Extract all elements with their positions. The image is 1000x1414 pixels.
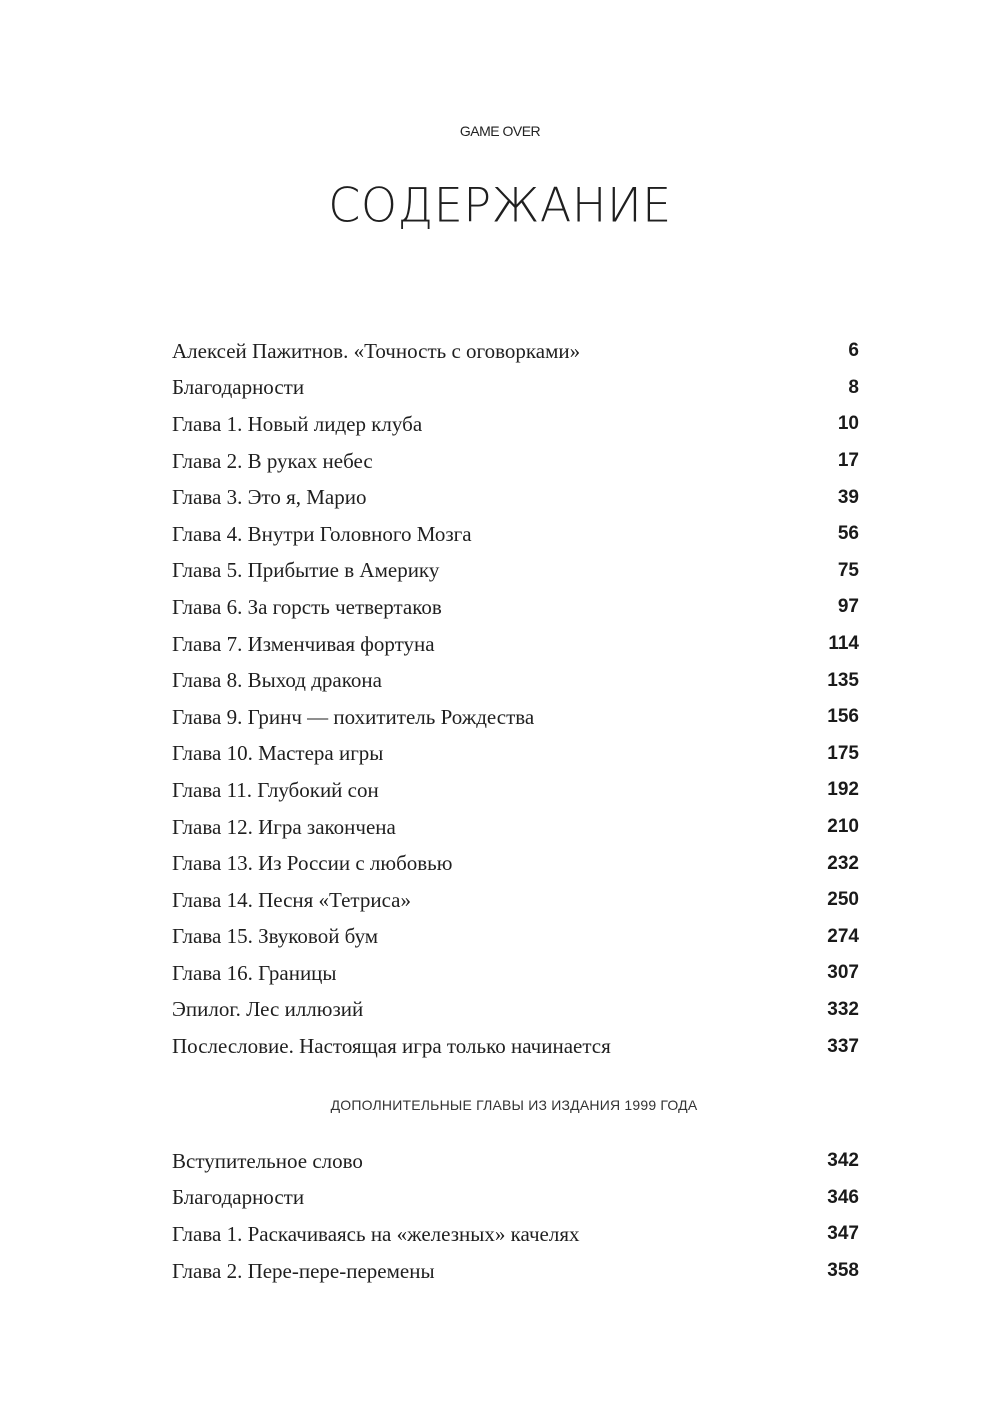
toc-entry[interactable] [172, 443, 859, 480]
extra-section-heading: ДОПОЛНИТЕЛЬНЫЕ ГЛАВЫ ИЗ ИЗДАНИЯ 1999 ГОДА [330, 1097, 698, 1113]
toc-entry-page: 346 [827, 1186, 859, 1208]
toc-entry-title: Вступительное слово [172, 1148, 363, 1173]
toc-entry-page: 307 [827, 962, 859, 984]
toc-entry-page: 332 [827, 998, 859, 1020]
toc-entry-title: Благодарности [172, 375, 305, 400]
toc-entry[interactable] [172, 662, 859, 699]
toc-entry-page: 114 [828, 633, 859, 655]
toc-entry-page: 250 [827, 889, 859, 911]
toc-entry[interactable] [172, 955, 859, 992]
toc-entry-page: 337 [827, 1035, 859, 1057]
toc-entry-page: 6 [848, 340, 859, 362]
toc-entry-page: 97 [837, 596, 859, 618]
table-of-contents [172, 333, 859, 1065]
toc-entry[interactable] [172, 809, 859, 846]
toc-entry[interactable] [172, 1180, 859, 1217]
toc-entry[interactable] [172, 589, 859, 626]
toc-entry-title: Глава 7. Изменчивая фортуна [172, 631, 435, 656]
toc-entry[interactable] [172, 333, 859, 370]
toc-entry-title: Глава 14. Песня «Тетриса» [172, 887, 411, 912]
toc-entry[interactable] [172, 626, 859, 663]
toc-entry-page: 274 [827, 925, 859, 947]
toc-entry-page: 192 [827, 779, 859, 801]
toc-entry-title: Глава 2. В руках небес [172, 448, 373, 473]
toc-entry-page: 10 [837, 413, 859, 435]
toc-entry-title: Глава 2. Пере-пере-перемены [172, 1258, 435, 1283]
toc-entry-page: 39 [837, 486, 859, 508]
toc-entry-title: Благодарности [172, 1185, 305, 1210]
toc-entry[interactable] [172, 479, 859, 516]
toc-entry-page: 56 [837, 523, 859, 545]
toc-entry-page: 17 [837, 450, 859, 472]
toc-entry[interactable] [172, 1143, 859, 1180]
toc-entry-page: 135 [827, 669, 859, 691]
toc-entry-title: Глава 9. Гринч — похититель Рождества [172, 704, 535, 729]
toc-entry-page: 347 [827, 1223, 859, 1245]
toc-entry-page: 358 [827, 1260, 859, 1282]
toc-entry-page: 175 [827, 742, 859, 764]
toc-entry-title: Послесловие. Настоящая игра только начинается [172, 1034, 611, 1059]
toc-entry[interactable] [172, 553, 859, 590]
toc-entry-title: Глава 1. Раскачиваясь на «железных» качелях [172, 1221, 580, 1246]
toc-entry[interactable] [172, 992, 859, 1029]
toc-entry[interactable] [172, 882, 859, 919]
toc-entry-title: Глава 5. Прибытие в Америку [172, 558, 440, 583]
toc-entry[interactable] [172, 772, 859, 809]
toc-entry[interactable] [172, 699, 859, 736]
toc-entry-title: Эпилог. Лес иллюзий [172, 997, 364, 1022]
toc-entry-title: Глава 15. Звуковой бум [172, 924, 379, 949]
toc-entry-title: Глава 11. Глубокий сон [172, 777, 379, 802]
toc-entry[interactable] [172, 1253, 859, 1290]
toc-entry-page: 156 [827, 706, 859, 728]
toc-entry[interactable] [172, 1028, 859, 1065]
toc-entry-page: 232 [827, 852, 859, 874]
page-title: СОДЕРЖАНИЕ [328, 177, 672, 233]
extra-table-of-contents [172, 1143, 859, 1289]
toc-entry[interactable] [172, 1216, 859, 1253]
toc-entry-page: 75 [837, 559, 859, 581]
toc-entry-title: Глава 13. Из России с любовью [172, 851, 453, 876]
running-head: GAME OVER [459, 123, 541, 139]
toc-entry-page: 342 [827, 1150, 859, 1172]
toc-entry-title: Глава 12. Игра закончена [172, 814, 396, 839]
toc-entry[interactable] [172, 516, 859, 553]
toc-entry-page: 8 [848, 376, 859, 398]
toc-entry-title: Глава 6. За горсть четвертаков [172, 594, 442, 619]
toc-entry-title: Глава 1. Новый лидер клуба [172, 411, 423, 436]
toc-entry-title: Глава 10. Мастера игры [172, 741, 384, 766]
toc-entry-title: Глава 4. Внутри Головного Мозга [172, 521, 472, 546]
toc-entry[interactable] [172, 845, 859, 882]
toc-entry-title: Алексей Пажитнов. «Точность с оговорками» [172, 338, 581, 363]
toc-entry-page: 210 [827, 816, 859, 838]
toc-entry[interactable] [172, 370, 859, 407]
toc-entry[interactable] [172, 736, 859, 773]
toc-entry-title: Глава 3. Это я, Марио [172, 485, 367, 510]
toc-entry[interactable] [172, 919, 859, 956]
toc-entry[interactable] [172, 406, 859, 443]
toc-entry-title: Глава 8. Выход дракона [172, 668, 382, 693]
toc-entry-title: Глава 16. Границы [172, 960, 337, 985]
